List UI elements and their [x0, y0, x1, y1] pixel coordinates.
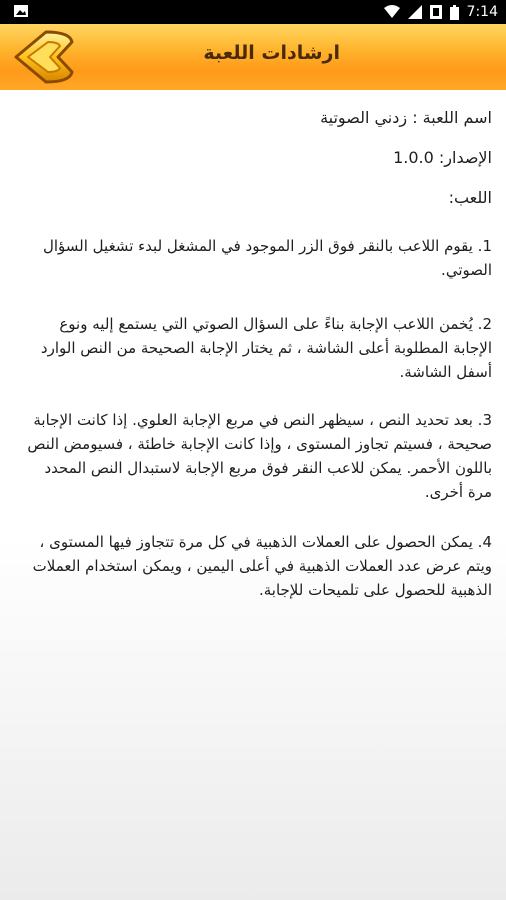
- data-badge-icon: [430, 5, 442, 19]
- play-heading: اللعب:: [448, 188, 492, 207]
- app-bar: [0, 24, 506, 90]
- version-line: الإصدار: 1.0.0: [393, 148, 492, 167]
- instructions-content: [0, 90, 506, 900]
- page-title: ارشادات اللعبة: [203, 42, 340, 64]
- back-arrow-icon: [10, 28, 76, 86]
- instruction-item-2: 2. يُخمن اللاعب الإجابة بناءً على السؤال الصوتي التي يستمع إليه ونوع الإجابة المطلوبة أعلى الشاشة ، ثم يختار الإجابة الصحيحة من النص الوارد أسفل الشاشة.: [40, 315, 492, 381]
- game-name-line: اسم اللعبة : زدني الصوتية: [320, 108, 492, 127]
- battery-icon: [450, 5, 459, 20]
- status-bar: [0, 0, 506, 24]
- instruction-item-3: 3. بعد تحديد النص ، سيظهر النص في مربع الإجابة العلوي. إذا كانت الإجابة صحيحة ، فسيتم تجاوز المستوى ، وإذا كانت الإجابة خاطئة ، فسيومض النص باللون الأحمر. يمكن للاعب النقر فوق مربع الإجابة لاستبدال النص المحدد مرة أخرى.: [27, 411, 492, 501]
- instruction-item-1: 1. يقوم اللاعب بالنقر فوق الزر الموجود في المشغل لبدء تشغيل السؤال الصوتي.: [42, 237, 492, 279]
- wifi-icon: [384, 5, 400, 19]
- back-button[interactable]: [10, 28, 76, 86]
- image-icon: [14, 5, 28, 17]
- instruction-item-4: 4. يمكن الحصول على العملات الذهبية في كل مرة تتجاوز فيها المستوى ، ويتم عرض عدد العملات الذهبية في أعلى اليمين ، ويمكن استخدام العملات الذهبية للحصول على تلميحات للإجابة.: [32, 533, 492, 599]
- signal-icon: [408, 5, 422, 19]
- status-time: 7:14: [466, 4, 498, 20]
